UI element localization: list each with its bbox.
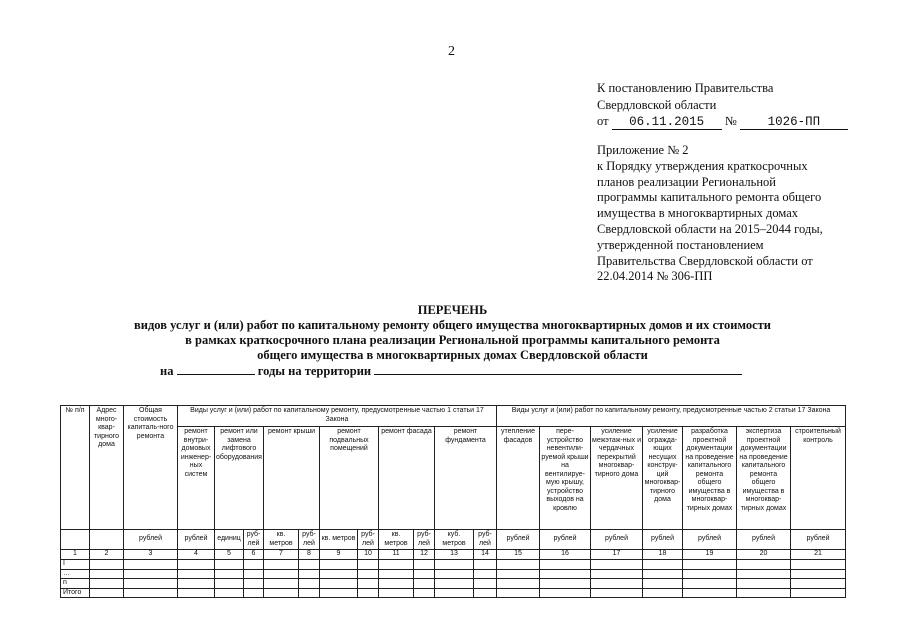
- years-mid: годы на территории: [257, 364, 372, 378]
- appendix-line: Свердловской области на 2015–2044 годы,: [597, 221, 823, 236]
- unit-cell: рублей: [540, 530, 591, 550]
- column-number: 9: [320, 550, 358, 560]
- years-prefix: на: [160, 364, 174, 378]
- approval-line-2: Свердловской области: [597, 97, 717, 112]
- unit-cell: [61, 530, 90, 550]
- header-address: Адрес много-квар-тирного дома: [90, 406, 124, 530]
- header-construction-control: строительный контроль: [791, 427, 846, 530]
- column-number: 10: [358, 550, 379, 560]
- unit-cell: рублей: [497, 530, 540, 550]
- approval-line-1: К постановлению Правительства: [597, 81, 774, 95]
- unit-cell: кв. метров: [264, 530, 299, 550]
- column-number: 1: [61, 550, 90, 560]
- appendix-line: Правительства Свердловской области от: [597, 253, 813, 268]
- territory-blank: [374, 363, 742, 375]
- unit-cell: руб-лей: [244, 530, 264, 550]
- header-foundation: ремонт фундамента: [435, 427, 497, 530]
- header-engineering-systems: ремонт внутри-домовых инженер-ных систем: [178, 427, 215, 530]
- unit-cell: единиц: [215, 530, 244, 550]
- appendix-title: Приложение № 2: [597, 143, 689, 157]
- unit-cell: рублей: [124, 530, 178, 550]
- column-number: 15: [497, 550, 540, 560]
- row-label: I: [61, 560, 90, 570]
- table-row-total: [61, 588, 846, 598]
- header-roof-conversion: пере-устройство невентили-руемой крыши на вентилируе-мую крышу, устройство выходов на кровлю: [540, 427, 591, 530]
- column-number: 6: [244, 550, 264, 560]
- row-label-total: Итого: [61, 588, 90, 598]
- unit-cell: руб-лей: [299, 530, 320, 550]
- column-number: 11: [379, 550, 414, 560]
- heading-line: в рамках краткосрочного плана реализации Региональной программы капитального ремонта: [185, 333, 720, 347]
- unit-cell: куб. метров: [435, 530, 474, 550]
- from-label: от: [597, 114, 609, 128]
- row-label: …: [61, 569, 90, 579]
- appendix-line: программы капитального ремонта общего: [597, 190, 822, 205]
- appendix-block: [597, 143, 897, 285]
- approval-date-line: [597, 113, 887, 130]
- unit-cell: [90, 530, 124, 550]
- works-table: [60, 405, 846, 598]
- header-no: № п/п: [61, 406, 90, 530]
- number-label: №: [724, 114, 737, 128]
- column-number: 3: [124, 550, 178, 560]
- column-number: 2: [90, 550, 124, 560]
- approval-block: [597, 80, 887, 130]
- header-facade-insulation: утепление фасадов: [497, 427, 540, 530]
- unit-cell: рублей: [683, 530, 737, 550]
- unit-cell: руб-лей: [474, 530, 497, 550]
- document-title: ПЕРЕЧЕНЬ: [417, 303, 488, 317]
- column-number: 18: [643, 550, 683, 560]
- column-number: 16: [540, 550, 591, 560]
- header-elevator: ремонт или замена лифтового оборудования: [215, 427, 264, 530]
- header-design-documentation: разработка проектной документации на проведение капитального ремонта общего имущества в многоквар-тирных домах: [683, 427, 737, 530]
- page-number: 2: [448, 44, 455, 59]
- row-label: n: [61, 579, 90, 589]
- unit-cell: рублей: [737, 530, 791, 550]
- column-number: 4: [178, 550, 215, 560]
- header-documentation-expertise: экспертиза проектной документации на проведение капитального ремонта общего имущества в многоквар-тирных домах: [737, 427, 791, 530]
- column-number: 8: [299, 550, 320, 560]
- unit-cell: кв. метров: [320, 530, 358, 550]
- header-total-cost: Общая стоимость капиталь-ного ремонта: [124, 406, 178, 530]
- heading-line: общего имущества в многоквартирных домах Свердловской области: [257, 348, 648, 362]
- column-number: 14: [474, 550, 497, 560]
- header-floor-reinforcement: усиление межэтаж-ных и чердачных перекрытий многоквар-тирного дома: [591, 427, 643, 530]
- approval-date: 06.11.2015: [612, 115, 722, 130]
- table-row: [61, 569, 846, 579]
- header-basement: ремонт подвальных помещений: [320, 427, 379, 530]
- column-number: 5: [215, 550, 244, 560]
- column-number: 21: [791, 550, 846, 560]
- column-number: 17: [591, 550, 643, 560]
- unit-cell: рублей: [643, 530, 683, 550]
- years-blank: [177, 363, 255, 375]
- heading-line: видов услуг и (или) работ по капитальному ремонту общего имущества многоквартирных домов и их стоимости: [134, 318, 771, 332]
- table-row: [61, 579, 846, 589]
- column-number: 19: [683, 550, 737, 560]
- unit-cell: кв. метров: [379, 530, 414, 550]
- column-number: 20: [737, 550, 791, 560]
- column-number: 12: [414, 550, 435, 560]
- column-number: 13: [435, 550, 474, 560]
- appendix-line: планов реализации Региональной: [597, 174, 776, 189]
- header-group-part2: Виды услуг и (или) работ по капитальному ремонту, предусмотренные частью 2 статьи 17 Закона: [497, 406, 846, 427]
- approval-number: 1026-ПП: [740, 115, 848, 130]
- column-number: 7: [264, 550, 299, 560]
- unit-cell: рублей: [178, 530, 215, 550]
- years-territory-line: [160, 363, 742, 379]
- unit-cell: руб-лей: [414, 530, 435, 550]
- unit-cell: рублей: [591, 530, 643, 550]
- header-facade: ремонт фасада: [379, 427, 435, 530]
- appendix-line: утвержденной постановлением: [597, 237, 764, 252]
- appendix-line: 22.04.2014 № 306-ПП: [597, 269, 713, 284]
- appendix-line: к Порядку утверждения краткосрочных: [597, 158, 808, 173]
- table-row: [61, 560, 846, 570]
- unit-cell: руб-лей: [358, 530, 379, 550]
- appendix-line: имущества в многоквартирных домах: [597, 206, 799, 221]
- unit-cell: рублей: [791, 530, 846, 550]
- header-structure-reinforcement: усиление огражда-ющих несущих конструк-ций многоквар-тирного дома: [643, 427, 683, 530]
- header-group-part1: Виды услуг и (или) работ по капитальному ремонту, предусмотренные частью 1 статьи 17 Закона: [178, 406, 497, 427]
- header-roof: ремонт крыши: [264, 427, 320, 530]
